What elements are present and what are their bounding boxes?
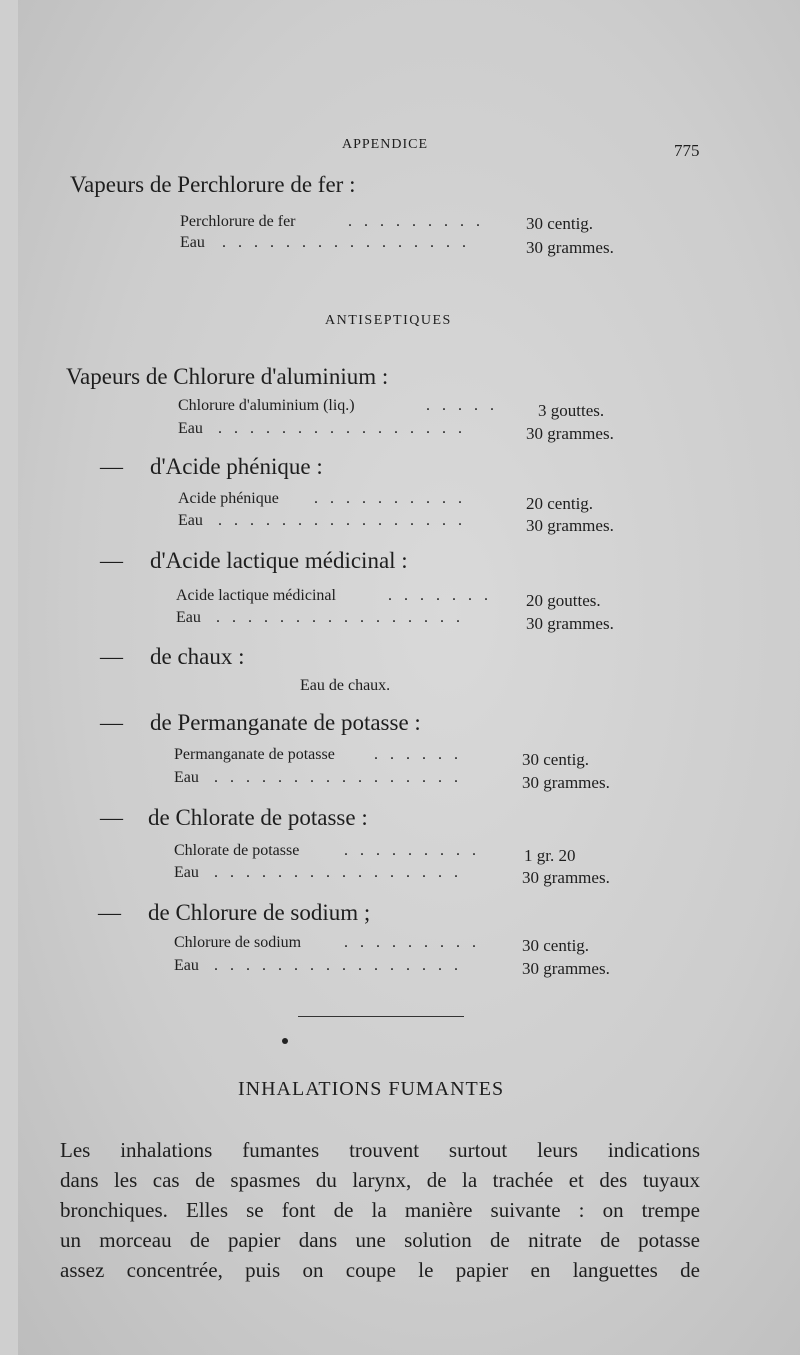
paragraph-line: un morceau de papier dans une solution de nitrate de potasse — [60, 1228, 700, 1252]
ink-spot — [282, 1038, 288, 1044]
ingredient-name: Eau — [174, 864, 199, 881]
leader-dots: . . . . . . . . . . . . . . . . — [214, 957, 462, 974]
ingredient-name: Eau — [174, 769, 199, 786]
leader-dots: . . . . . — [426, 397, 498, 414]
leader-dots: . . . . . . . . . . . . . . . . — [216, 609, 464, 626]
subgroup-title-acide-phenique: d'Acide phénique : — [150, 454, 323, 479]
ingredient-quantity: 30 centig. — [522, 936, 590, 955]
page-number: 775 — [674, 141, 700, 160]
ingredient-quantity: 30 grammes. — [522, 868, 610, 887]
leader-dots: . . . . . . . — [388, 587, 492, 604]
ingredient-quantity: 20 gouttes. — [526, 591, 601, 610]
paragraph-line: assez concentrée, puis on coupe le papier en languettes de — [60, 1258, 700, 1282]
paragraph-line: dans les cas de spasmes du larynx, de la trachée et des tuyaux — [60, 1168, 700, 1192]
dash-marker: — — [98, 900, 121, 925]
leader-dots: . . . . . . . . . — [344, 842, 480, 859]
ingredient-name: Chlorure de sodium — [174, 934, 302, 951]
ingredient-quantity: 30 centig. — [522, 750, 590, 769]
subgroup-title-chaux: de chaux : — [150, 644, 245, 669]
ingredient-name: Chlorate de potasse — [174, 842, 300, 859]
ingredient-quantity: 30 grammes. — [526, 238, 614, 257]
section-heading-inhalations: INHALATIONS FUMANTES — [238, 1078, 505, 1100]
ingredient-note: Eau de chaux. — [300, 677, 391, 694]
leader-dots: . . . . . . . . . . . . . . . . — [214, 864, 462, 881]
ingredient-name: Eau — [176, 609, 201, 626]
ingredient-quantity: 30 grammes. — [526, 516, 614, 535]
section-heading-antiseptiques: ANTISEPTIQUES — [325, 313, 452, 328]
dash-marker: — — [100, 710, 123, 735]
leader-dots: . . . . . . . . . . . . . . . . — [218, 512, 466, 529]
leader-dots: . . . . . . . . . . . . . . . . — [218, 420, 466, 437]
group-title-perchlorure: Vapeurs de Perchlorure de fer : — [70, 172, 356, 197]
subgroup-title-chlorure-sodium: de Chlorure de sodium ; — [148, 900, 371, 925]
ingredient-name: Eau — [178, 512, 203, 529]
ingredient-name: Acide phénique — [178, 490, 279, 507]
paragraph-line: Les inhalations fumantes trouvent surtout leurs indications — [60, 1138, 700, 1162]
ingredient-quantity: 30 grammes. — [522, 773, 610, 792]
ingredient-name: Eau — [174, 957, 199, 974]
leader-dots: . . . . . . . . . . — [314, 490, 466, 507]
dash-marker: — — [100, 805, 123, 830]
ingredient-quantity: 1 gr. 20 — [524, 846, 576, 865]
ingredient-name: Eau — [180, 234, 205, 251]
body-paragraph — [60, 1135, 700, 1285]
leader-dots: . . . . . . . . . — [348, 213, 484, 230]
subgroup-title-acide-lactique: d'Acide lactique médicinal : — [150, 548, 408, 573]
dash-marker: — — [100, 644, 123, 669]
ingredient-quantity: 30 centig. — [526, 214, 594, 233]
ingredient-quantity: 30 grammes. — [522, 959, 610, 978]
ingredient-quantity: 30 grammes. — [526, 424, 614, 443]
ingredient-name: Chlorure d'aluminium (liq.) — [178, 397, 355, 414]
leader-dots: . . . . . . . . . . . . . . . . — [214, 769, 462, 786]
group-title-chlorure-aluminium: Vapeurs de Chlorure d'aluminium : — [66, 364, 389, 389]
dash-marker: — — [100, 548, 123, 573]
leader-dots: . . . . . . — [374, 746, 462, 763]
leader-dots: . . . . . . . . . . . . . . . . — [222, 234, 470, 251]
section-divider — [298, 1016, 464, 1017]
running-head: APPENDICE — [342, 137, 429, 152]
ingredient-name: Eau — [178, 420, 203, 437]
dash-marker: — — [100, 454, 123, 479]
ingredient-quantity: 3 gouttes. — [538, 401, 605, 420]
subgroup-title-chlorate: de Chlorate de potasse : — [148, 805, 368, 830]
book-page — [18, 0, 800, 1355]
ingredient-name: Permanganate de potasse — [174, 746, 335, 763]
paragraph-line: bronchiques. Elles se font de la manière suivante : on trempe — [60, 1198, 700, 1222]
ingredient-name: Perchlorure de fer — [180, 213, 296, 230]
ingredient-quantity: 30 grammes. — [526, 614, 614, 633]
subgroup-title-permanganate: de Permanganate de potasse : — [150, 710, 421, 735]
leader-dots: . . . . . . . . . — [344, 934, 480, 951]
ingredient-quantity: 20 centig. — [526, 494, 594, 513]
ingredient-name: Acide lactique médicinal — [176, 587, 336, 604]
